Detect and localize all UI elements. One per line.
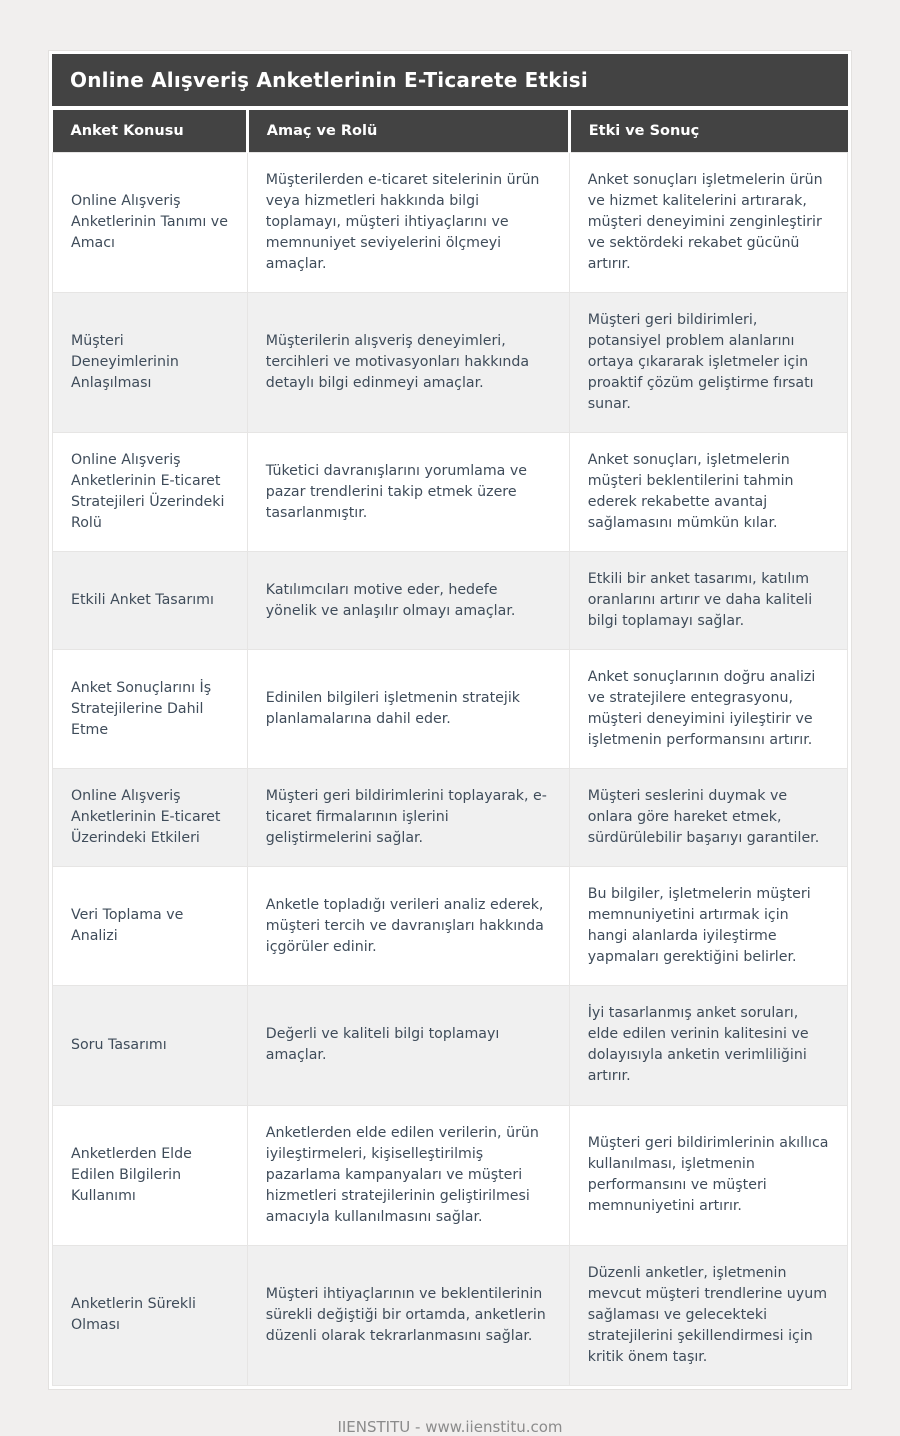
cell-topic: Anket Sonuçlarını İş Stratejilerine Dahil Etme [53, 650, 248, 769]
footer-text: IIENSTITU - www.iienstitu.com [337, 1417, 563, 1436]
table-row [53, 433, 848, 552]
table-body [53, 153, 848, 1386]
cell-purpose: Müşterilerin alışveriş deneyimleri, tercihleri ve motivasyonları hakkında detaylı bilgi edinmeyi amaçlar. [247, 293, 569, 433]
cell-effect: Anket sonuçlarının doğru analizi ve stratejilere entegrasyonu, müşteri deneyimini iyileştirir ve işletmenin performansını artırır. [569, 650, 847, 769]
cell-purpose: Değerli ve kaliteli bilgi toplamayı amaçlar. [247, 986, 569, 1105]
cell-topic: Anketlerden Elde Edilen Bilgilerin Kullanımı [53, 1105, 248, 1245]
cell-purpose: Müşteri ihtiyaçlarının ve beklentilerinin sürekli değiştiği bir ortamda, anketlerin düzenli olarak tekrarlanmasını sağlar. [247, 1245, 569, 1385]
table-row [53, 153, 848, 293]
cell-purpose: Müşterilerden e-ticaret sitelerinin ürün veya hizmetleri hakkında bilgi toplamayı, müşteri ihtiyaçlarını ve memnuniyet seviyelerini ölçmeyi amaçlar. [247, 153, 569, 293]
cell-effect: Etkili bir anket tasarımı, katılım oranlarını artırır ve daha kaliteli bilgi toplamayı sağlar. [569, 552, 847, 650]
page-title: Online Alışveriş Anketlerinin E-Ticarete Etkisi [52, 54, 848, 106]
header-row [53, 110, 848, 153]
cell-topic: Veri Toplama ve Analizi [53, 867, 248, 986]
cell-topic: Soru Tasarımı [53, 986, 248, 1105]
cell-purpose: Edinilen bilgileri işletmenin stratejik planlamalarına dahil eder. [247, 650, 569, 769]
cell-effect: Müşteri seslerini duymak ve onlara göre hareket etmek, sürdürülebilir başarıyı garantiler. [569, 769, 847, 867]
column-header-anket-konusu: Anket Konusu [53, 110, 248, 153]
table-row [53, 1105, 848, 1245]
table-row [53, 293, 848, 433]
cell-effect: Müşteri geri bildirimleri, potansiyel problem alanlarını ortaya çıkararak işletmeler için proaktif çözüm geliştirme fırsatı sunar. [569, 293, 847, 433]
cell-effect: Anket sonuçları işletmelerin ürün ve hizmet kalitelerini artırarak, müşteri deneyimini zenginleştirir ve sektördeki rekabet gücünü artırır. [569, 153, 847, 293]
cell-purpose: Tüketici davranışlarını yorumlama ve pazar trendlerini takip etmek üzere tasarlanmıştır. [247, 433, 569, 552]
cell-topic: Online Alışveriş Anketlerinin E-ticaret Üzerindeki Etkileri [53, 769, 248, 867]
cell-purpose: Anketlerden elde edilen verilerin, ürün iyileştirmeleri, kişiselleştirilmiş pazarlama kampanyaları ve müşteri hizmetleri stratejilerinin geliştirilmesi amacıyla kullanılmasını sağlar. [247, 1105, 569, 1245]
cell-purpose: Katılımcıları motive eder, hedefe yönelik ve anlaşılır olmayı amaçlar. [247, 552, 569, 650]
cell-effect: Müşteri geri bildirimlerinin akıllıca kullanılması, işletmenin performansını ve müşteri memnuniyetini artırır. [569, 1105, 847, 1245]
cell-purpose: Anketle topladığı verileri analiz ederek, müşteri tercih ve davranışları hakkında içgörüler edinir. [247, 867, 569, 986]
table-row [53, 769, 848, 867]
table-card [48, 50, 852, 1390]
cell-effect: Bu bilgiler, işletmelerin müşteri memnuniyetini artırmak için hangi alanlarda iyileştirme yapmaları gerektiğini belirler. [569, 867, 847, 986]
cell-topic: Müşteri Deneyimlerinin Anlaşılması [53, 293, 248, 433]
column-header-amac-ve-rolu: Amaç ve Rolü [247, 110, 569, 153]
cell-topic: Etkili Anket Tasarımı [53, 552, 248, 650]
table-header [53, 110, 848, 153]
cell-purpose: Müşteri geri bildirimlerini toplayarak, e-ticaret firmalarının işlerini geliştirmelerini sağlar. [247, 769, 569, 867]
table-row [53, 1245, 848, 1385]
table-row [53, 552, 848, 650]
cell-effect: Düzenli anketler, işletmenin mevcut müşteri trendlerine uyum sağlaması ve gelecekteki stratejilerini şekillendirmesi için kritik önem taşır. [569, 1245, 847, 1385]
cell-topic: Online Alışveriş Anketlerinin Tanımı ve Amacı [53, 153, 248, 293]
column-header-etki-ve-sonuc: Etki ve Sonuç [569, 110, 847, 153]
cell-effect: İyi tasarlanmış anket soruları, elde edilen verinin kalitesini ve dolayısıyla anketin verimliliğini artırır. [569, 986, 847, 1105]
table-row [53, 867, 848, 986]
cell-effect: Anket sonuçları, işletmelerin müşteri beklentilerini tahmin ederek rekabette avantaj sağlamasını mümkün kılar. [569, 433, 847, 552]
survey-impact-table [52, 110, 848, 1386]
table-row [53, 986, 848, 1105]
cell-topic: Online Alışveriş Anketlerinin E-ticaret Stratejileri Üzerindeki Rolü [53, 433, 248, 552]
table-row [53, 650, 848, 769]
cell-topic: Anketlerin Sürekli Olması [53, 1245, 248, 1385]
